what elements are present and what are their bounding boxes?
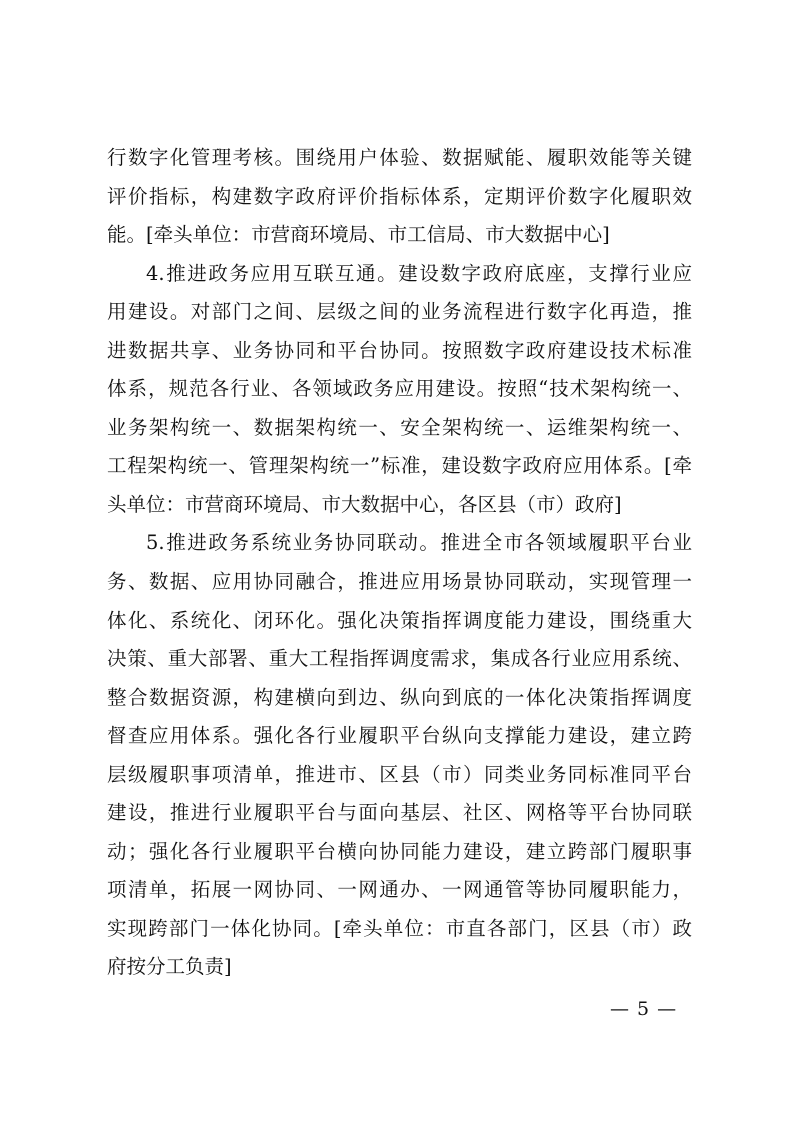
text-line: 府按分工负责] — [107, 955, 232, 979]
body-text — [107, 139, 692, 987]
text-line: 实现跨部门一体化协同。[牵头单位：市直各部门，区县（市）政 — [107, 916, 692, 940]
text-line: 层级履职事项清单，推进市、区县（市）同类业务同标准同平台 — [107, 762, 692, 786]
text-line: 头单位：市营商环境局、市大数据中心，各区县（市）政府] — [107, 492, 622, 516]
text-line: 建设，推进行业履职平台与面向基层、社区、网格等平台协同联 — [107, 801, 692, 825]
text-line: 进数据共享、业务协同和平台协同。按照数字政府建设技术标准 — [107, 338, 692, 362]
text-line: 动；强化各行业履职平台横向协同能力建设，建立跨部门履职事 — [107, 839, 692, 863]
text-line: 业务架构统一、数据架构统一、安全架构统一、运维架构统一、 — [107, 415, 692, 439]
paragraph-heading-line: 5.推进政务系统业务协同联动。推进全市各领域履职平台业 — [146, 531, 692, 555]
text-line: 体系，规范各行业、各领域政务应用建设。按照“技术架构统一、 — [107, 377, 692, 401]
page-number: — 5 — — [610, 998, 678, 1020]
text-line: 能。[牵头单位：市营商环境局、市工信局、市大数据中心] — [107, 223, 610, 247]
paragraph-heading-line: 4.推进政务应用互联互通。建设数字政府底座，支撑行业应 — [146, 261, 692, 285]
text-line: 项清单，拓展一网协同、一网通办、一网通管等协同履职能力， — [107, 878, 692, 902]
text-line: 评价指标，构建数字政府评价指标体系，定期评价数字化履职效 — [107, 184, 692, 208]
text-line: 务、数据、应用协同融合，推进应用场景协同联动，实现管理一 — [107, 570, 692, 594]
text-line: 工程架构统一、管理架构统一”标准，建设数字政府应用体系。[牵 — [107, 454, 692, 478]
text-line: 督查应用体系。强化各行业履职平台纵向支撑能力建设，建立跨 — [107, 724, 692, 748]
text-line: 体化、系统化、闭环化。强化决策指挥调度能力建设，围绕重大 — [107, 608, 692, 632]
text-line: 行数字化管理考核。围绕用户体验、数据赋能、履职效能等关键 — [107, 146, 692, 169]
text-line: 整合数据资源，构建横向到边、纵向到底的一体化决策指挥调度 — [107, 685, 692, 709]
text-line: 决策、重大部署、重大工程指挥调度需求，集成各行业应用系统、 — [107, 647, 692, 671]
text-line: 用建设。对部门之间、层级之间的业务流程进行数字化再造，推 — [107, 300, 692, 324]
